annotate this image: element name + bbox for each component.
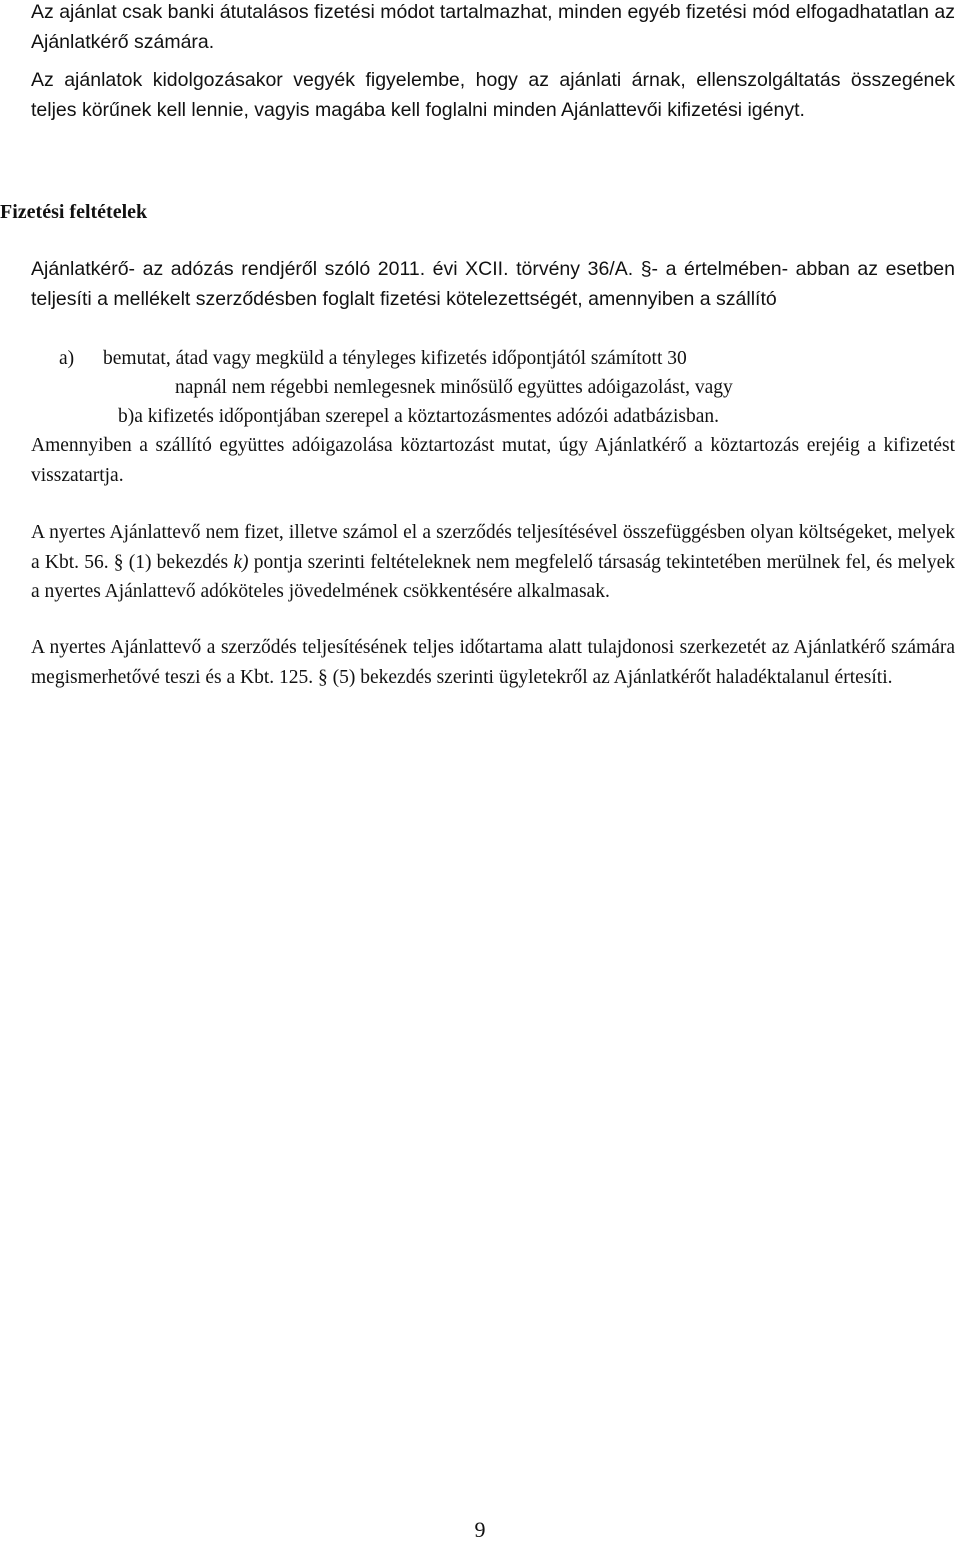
paragraph-offer-price: Az ajánlatok kidolgozásakor vegyék figyelembe, hogy az ajánlati árnak, ellenszolgáltatás összegének teljes körűnek kell lennie, vagyis magába kell foglalni minden Ajánlattevői kifizetési igényt. — [31, 69, 955, 121]
list-item-a-text: bemutat, átad vagy megküld a tényleges kifizetés időpontjától számított 30 — [103, 348, 687, 369]
paragraph-ownership: A nyertes Ajánlattevő a szerződés teljesítésének teljes időtartama alatt tulajdonosi szerkezetét az Ajánlatkérő számára megismerhetővé teszi és a Kbt. 125. § (5) bekezdés szerinti ügyletekről az Ajánlatkérőt haladéktalanul értesíti. — [31, 637, 955, 688]
paragraph-tax-law: Ajánlatkérő- az adózás rendjéről szóló 2011. évi XCII. törvény 36/A. §- a értelmében- abban az esetben teljesíti a mellékelt szerződésben foglalt fizetési kötelezettségét, amennyiben a szállító — [31, 258, 955, 310]
paragraph-tax-debt: Amennyiben a szállító együttes adóigazolása köztartozást mutat, úgy Ajánlatkérő a köztartozás erejéig a kifizetést visszatartja. — [31, 435, 955, 486]
list-item-a-continuation: napnál nem régebbi nemlegesnek minősülő együttes adóigazolást, vagy — [175, 377, 733, 398]
paragraph-costs — [31, 518, 955, 607]
list-item-a — [59, 344, 955, 374]
list-item-b: b)a kifizetés időpontjában szerepel a köztartozásmentes adózói adatbázisban. — [118, 406, 719, 427]
paragraph-payment-method: Az ajánlat csak banki átutalásos fizetési módot tartalmazhat, minden egyéb fizetési mód elfogadhatatlan az Ajánlatkérő számára. — [31, 1, 955, 53]
paragraph-costs-emphasis: k) — [233, 551, 249, 573]
page-number: 9 — [474, 1517, 486, 1542]
section-heading: Fizetési feltételek — [0, 201, 148, 223]
list-marker-a: a) — [59, 348, 75, 369]
paragraph-costs-part1: A nyertes Ajánlattevő nem fizet, illetve számol el a szerződés teljesítésével összefüggésben olyan költségeket, melyek a Kbt. 56. § (1) bekezdés — [31, 522, 955, 573]
paragraph-costs-part2: pontja szerinti feltételeknek nem megfelelő társaság tekintetében merülnek fel, és melyek a nyertes Ajánlattevő adóköteles jövedelmének csökkentésére alkalmasak. — [31, 551, 955, 602]
